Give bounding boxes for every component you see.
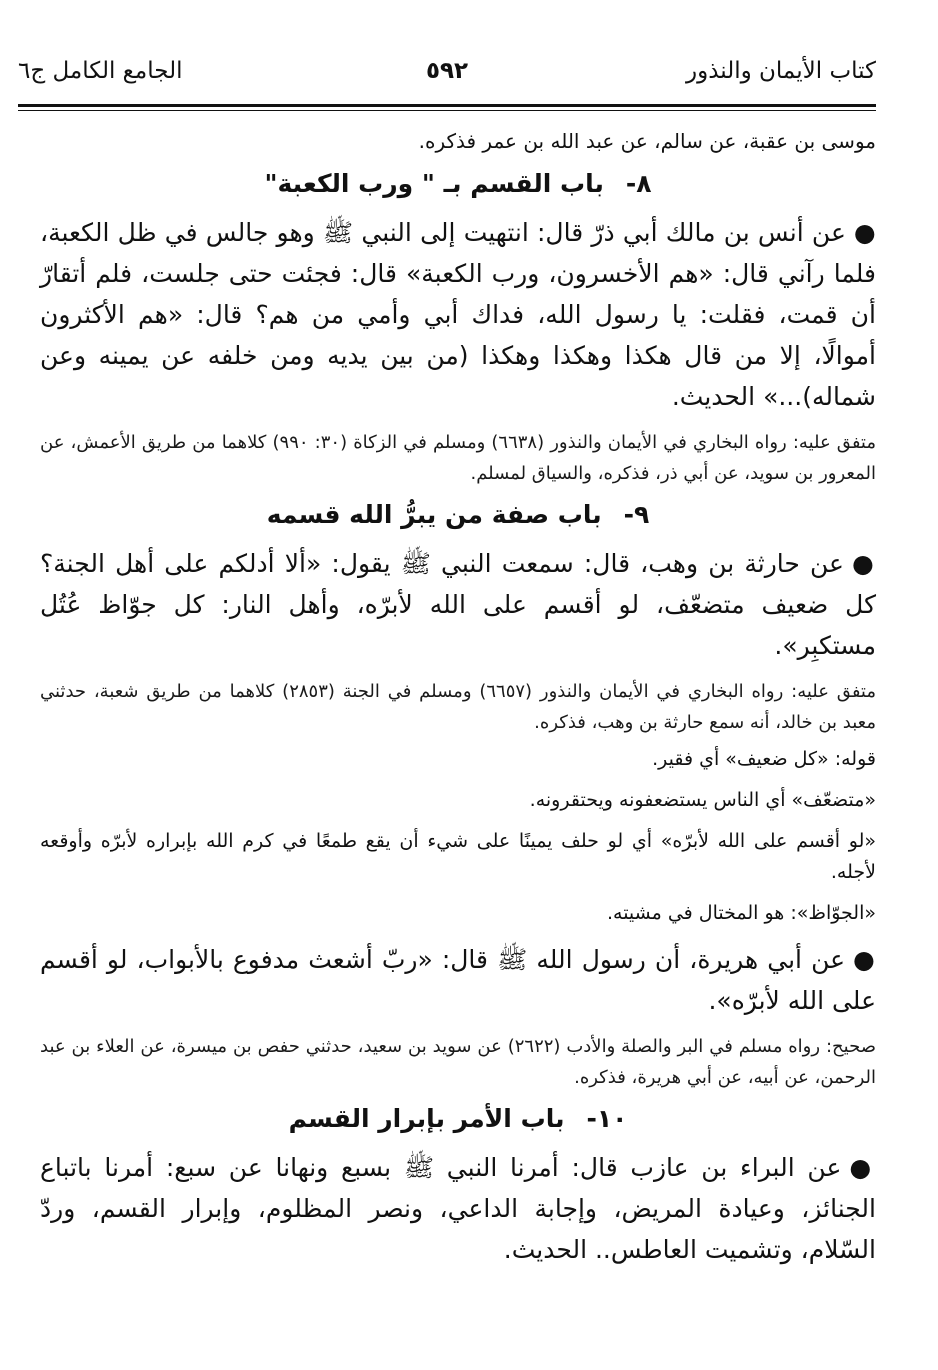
chapter-heading-9 <box>40 495 876 535</box>
chapter-title: باب الأمر بإبرار القسم <box>288 1104 565 1133</box>
hadith-source: صحيح: رواه مسلم في البر والصلة والأدب (٢٦٢٢) عن سويد بن سعيد، حدثني حفص بن ميسرة، عن العلاء بن عبد الرحمن، عن أبيه، عن أبي هريرة، فذكره. <box>40 1036 876 1088</box>
hadith-paragraph <box>40 1147 876 1270</box>
bullet-icon: ● <box>853 945 876 974</box>
hadith-paragraph <box>40 939 876 1021</box>
book-title: كتاب الأيمان والنذور <box>685 58 876 84</box>
bullet-icon: ● <box>851 549 876 578</box>
page-header <box>18 58 876 98</box>
bullet-icon: ● <box>849 1153 876 1182</box>
bullet-icon: ● <box>853 218 876 247</box>
explanation-note: قوله: «كل ضعيف» أي فقير. <box>652 748 876 770</box>
hadith-text: عن أبي هريرة، أن رسول الله ﷺ قال: «ربّ أشعث مدفوع بالأبواب، لو أقسم على الله لأبرّه». <box>40 945 876 1015</box>
volume-title: الجامع الكامل ج٦ <box>18 58 183 84</box>
hadith-text: عن أنس بن مالك أبي ذرّ قال: انتهيت إلى النبي ﷺ وهو جالس في ظل الكعبة، فلما رآني قال: «هم الأخسرون، ورب الكعبة» قال: فجئت حتى جلست، فلم أتقارّ أن قمت، فقلت: يا رسول الله، فداك أبي وأمي من هم؟ قال: «هم الأكثرون أموالًا، إلا من قال هكذا وهكذا وهكذا (من بين يديه ومن خلفه عن يمينه وعن شماله)...» الحديث. <box>40 218 876 411</box>
chapter-number: ١٠- <box>586 1104 628 1133</box>
hadith-text: عن حارثة بن وهب، قال: سمعت النبي ﷺ يقول: «ألا أدلكم على أهل الجنة؟ كل ضعيف متضعّف، لو أقسم على الله لأبرّه، وأهل النار: كل جوّاظ عُتُل مستكبِر». <box>40 549 876 660</box>
hadith-source: متفق عليه: رواه البخاري في الأيمان والنذور (٦٦٥٧) ومسلم في الجنة (٢٨٥٣) كلاهما من طريق شعبة، حدثني معبد بن خالد، أنه سمع حارثة بن وهب، فذكره. <box>40 681 876 733</box>
hadith-paragraph <box>40 212 876 417</box>
chapter-heading-10 <box>40 1099 876 1139</box>
intro-line: موسى بن عقبة، عن سالم، عن عبد الله بن عمر فذكره. <box>418 129 876 153</box>
page-content <box>40 126 876 1280</box>
hadith-source: متفق عليه: رواه البخاري في الأيمان والنذور (٦٦٣٨) ومسلم في الزكاة (٣٠: ٩٩٠) كلاهما من طريق الأعمش، عن المعرور بن سويد، عن أبي ذر، فذكره، والسياق لمسلم. <box>40 432 876 484</box>
explanation-note: «لو أقسم على الله لأبرّه» أي لو حلف يمينًا على شيء أن يقع طمعًا في كرم الله بإبراره لأبرّه وأوقعه لأجله. <box>40 830 876 883</box>
hadith-paragraph <box>40 543 876 666</box>
chapter-title: باب القسم بـ " ورب الكعبة" <box>264 169 604 198</box>
explanation-note: «الجوّاظ»: هو المختال في مشيته. <box>606 902 876 924</box>
chapter-title: باب صفة من يبرُّ الله قسمه <box>266 500 602 529</box>
header-rule <box>18 104 876 111</box>
chapter-number: ٩- <box>623 500 650 529</box>
hadith-text: عن البراء بن عازب قال: أمرنا النبي ﷺ بسبع ونهانا عن سبع: أمرنا باتباع الجنائز، وعيادة المريض، وإجابة الداعي، ونصر المظلوم، وإبرار القسم، وردّ السّلام، وتشميت العاطس.. الحديث. <box>40 1153 876 1264</box>
chapter-heading-8 <box>40 164 876 204</box>
page-number: ٥٩٢ <box>425 58 469 84</box>
chapter-number: ٨- <box>625 169 652 198</box>
explanation-note: «متضعّف» أي الناس يستضعفونه ويحتقرونه. <box>529 789 876 811</box>
